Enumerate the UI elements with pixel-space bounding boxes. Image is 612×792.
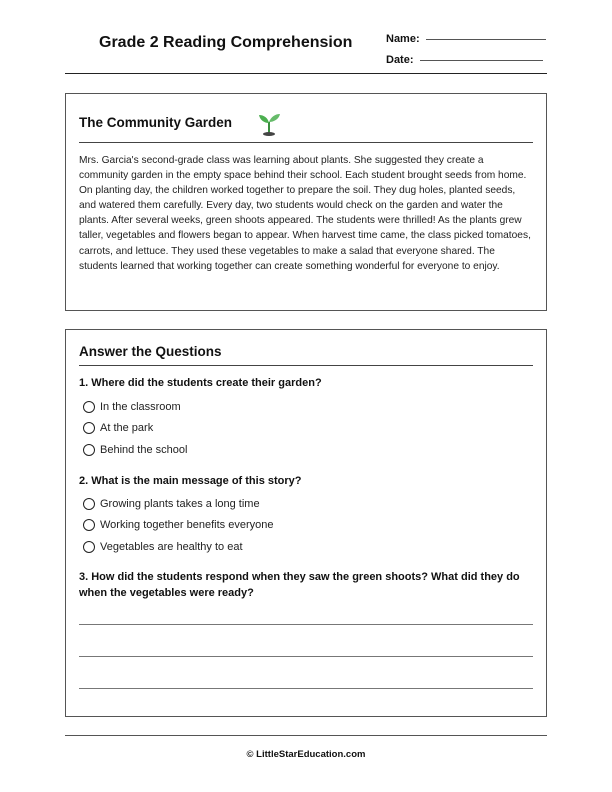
option-label: At the park	[100, 422, 154, 434]
date-line[interactable]	[420, 60, 543, 61]
questions-section	[65, 329, 547, 717]
radio-button[interactable]	[83, 519, 95, 531]
option-label: Working together benefits everyone	[100, 519, 274, 531]
option-label: Growing plants takes a long time	[100, 498, 260, 510]
radio-button[interactable]	[83, 444, 95, 456]
question-1: 1. Where did the students create their garden?	[79, 377, 322, 389]
answer-line[interactable]	[79, 656, 533, 657]
option-label: Behind the school	[100, 444, 188, 456]
q2-option-together[interactable]	[83, 519, 273, 531]
name-line[interactable]	[426, 39, 546, 40]
worksheet-title: Grade 2 Reading Comprehension	[99, 34, 353, 51]
story-text: Mrs. Garcia's second-grade class was learning about plants. She suggested they create a community garden in the empty space behind their school. Each student brought seeds from home. On planting day, the children worked together to prepare the soil. They dug holes, planted seeds, and watered them carefully. Every day, two students would check on the garden and water the plants. After several weeks, green shoots appeared. The students were thrilled! As the plants grew taller, vegetables and flowers began to appear. When harvest time came, the class picked tomatoes, carrots, and lettuce. They used these vegetables to make a salad that everyone shared. The students learned that working together can create something wonderful for everyone to enjoy.	[79, 155, 531, 272]
questions-divider	[79, 365, 533, 366]
copyright-footer: © LittleStarEducation.com	[246, 749, 366, 760]
story-title: The Community Garden	[79, 115, 233, 130]
q1-option-school[interactable]	[83, 444, 187, 456]
date-label: Date:	[386, 54, 414, 66]
story-section	[65, 93, 547, 311]
option-label: In the classroom	[100, 401, 181, 413]
question-3: 3. How did the students respond when they saw the green shoots? What did they do when the vegetables were ready?	[79, 571, 520, 599]
sprout-icon	[257, 110, 281, 136]
question-2: 2. What is the main message of this story?	[79, 475, 302, 487]
date-field[interactable]	[386, 54, 543, 66]
footer-divider	[65, 735, 547, 736]
q1-option-classroom[interactable]	[83, 401, 181, 413]
story-divider	[79, 142, 533, 143]
questions-title: Answer the Questions	[79, 344, 222, 359]
q2-option-long-time[interactable]	[83, 498, 260, 510]
q1-option-park[interactable]	[83, 422, 153, 434]
q2-option-healthy[interactable]	[83, 541, 243, 553]
answer-line[interactable]	[79, 688, 533, 689]
worksheet-header	[65, 24, 547, 74]
radio-button[interactable]	[83, 422, 95, 434]
name-label: Name:	[386, 33, 420, 45]
name-field[interactable]	[386, 33, 546, 45]
radio-button[interactable]	[83, 541, 95, 553]
radio-button[interactable]	[83, 401, 95, 413]
radio-button[interactable]	[83, 498, 95, 510]
option-label: Vegetables are healthy to eat	[100, 541, 243, 553]
answer-line[interactable]	[79, 624, 533, 625]
